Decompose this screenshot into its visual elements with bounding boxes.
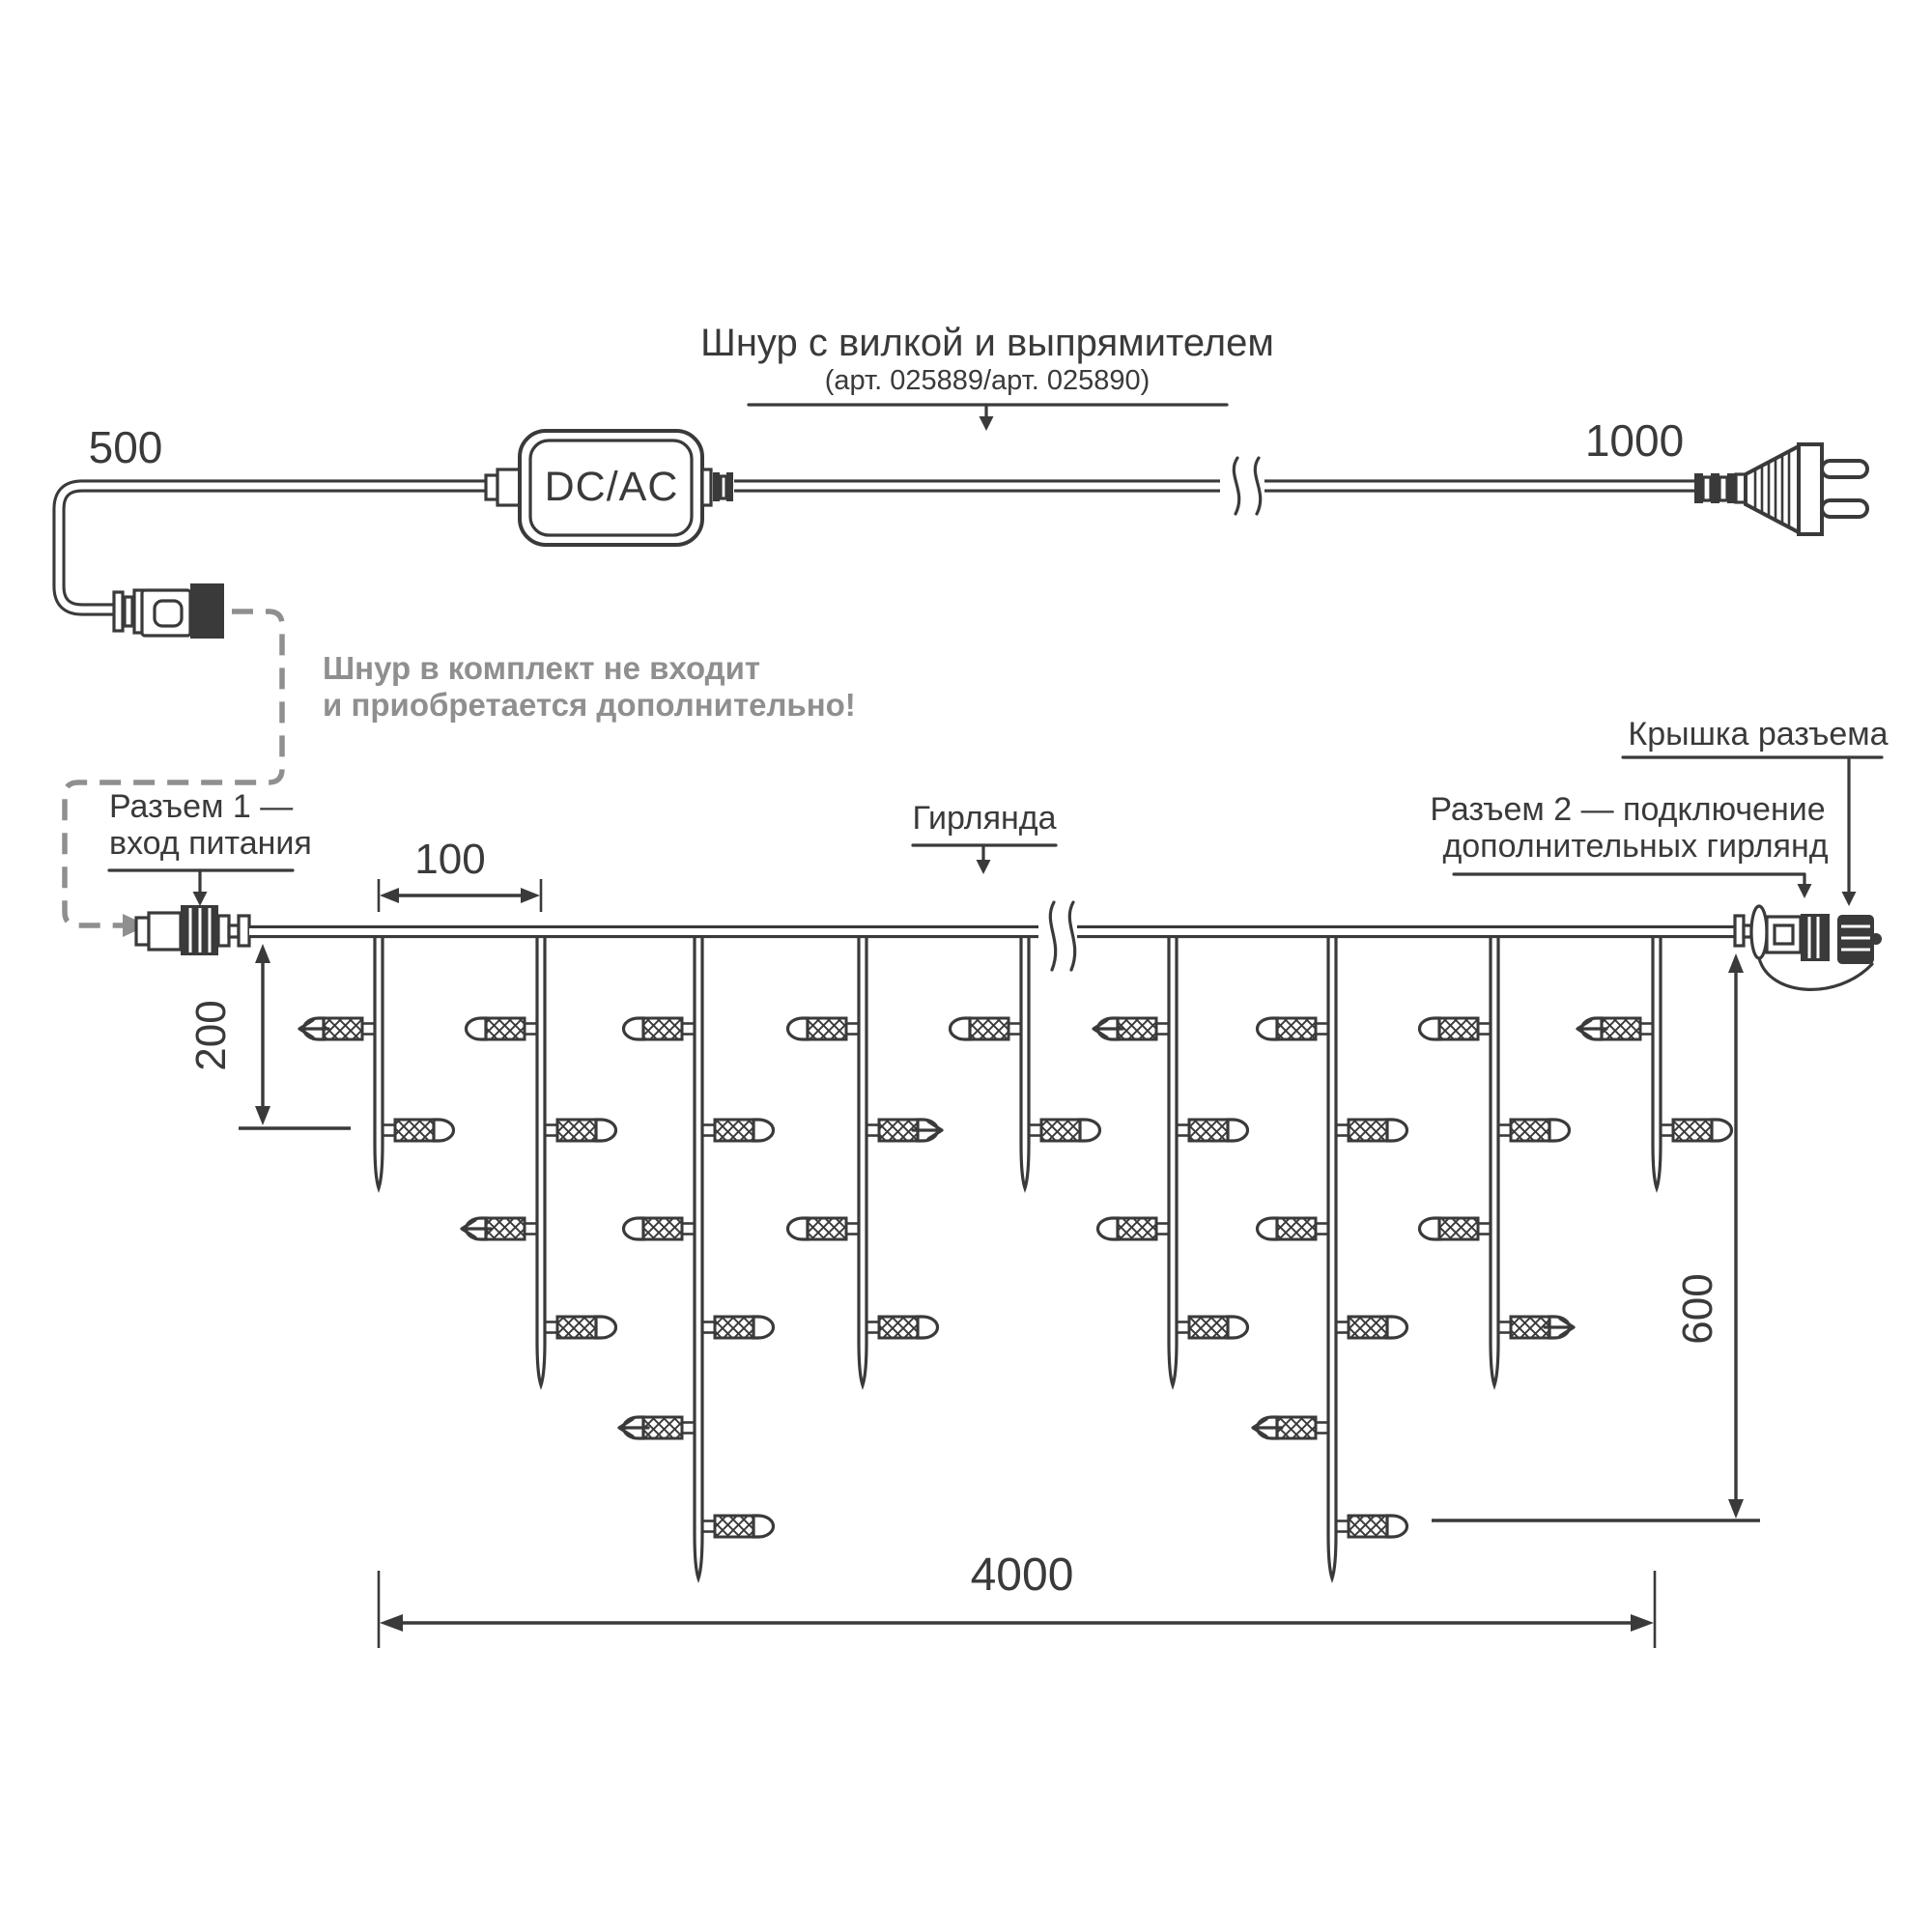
led-bulb — [1498, 1120, 1570, 1141]
converter-outlet-rib — [721, 476, 726, 498]
drop-wire — [1328, 937, 1336, 1578]
led-body — [1349, 1516, 1387, 1537]
led-body — [1673, 1120, 1712, 1141]
led-body — [808, 1218, 846, 1239]
led-bulb — [545, 1120, 616, 1141]
led-cap — [434, 1120, 453, 1141]
connector-cap-dark — [190, 583, 224, 639]
led-body — [1041, 1120, 1080, 1141]
led-bulb — [1420, 1218, 1492, 1239]
led-cap — [1420, 1018, 1440, 1039]
led-cap — [596, 1120, 616, 1141]
plug-strain-rib — [1719, 477, 1727, 500]
garland-drops — [299, 937, 1731, 1578]
led-bulb — [299, 1018, 375, 1039]
led-body — [643, 1218, 682, 1239]
connector2-socket — [1775, 925, 1793, 944]
leader-arrowhead — [193, 892, 208, 906]
led-cap — [787, 1218, 808, 1239]
led-body — [1349, 1120, 1387, 1141]
connector2-oring — [1751, 906, 1767, 958]
led-bulb — [1258, 1218, 1329, 1239]
icicle-drop-3 — [619, 937, 774, 1578]
dimension-4000-value: 4000 — [970, 1549, 1074, 1601]
converter-label: DC/AC — [544, 464, 679, 510]
led-body — [808, 1018, 846, 1039]
dimension-4000 — [379, 1549, 1655, 1648]
led-bulb — [787, 1018, 859, 1039]
mains-plug — [1694, 444, 1867, 534]
dc-ac-converter — [486, 431, 733, 545]
leader-arrowhead — [1798, 884, 1812, 898]
connector2-label-line2: дополнительных гирлянд — [1442, 828, 1829, 865]
led-bulb — [867, 1317, 937, 1338]
led-body — [879, 1317, 918, 1338]
led-bulb — [702, 1516, 774, 1537]
led-cap — [951, 1018, 971, 1039]
power-cord-assembly — [59, 322, 1867, 639]
led-bulb — [702, 1317, 774, 1338]
garland-assembly — [109, 716, 1889, 1648]
led-body — [715, 1317, 753, 1338]
led-body — [557, 1317, 596, 1338]
led-cap — [624, 1018, 644, 1039]
converter-inlet-flange — [497, 469, 520, 505]
cord-subtitle: (арт. 025889/арт. 025890) — [824, 365, 1151, 396]
converter-outlet-rib — [713, 472, 720, 501]
led-cap — [1549, 1120, 1570, 1141]
led-bulb — [1336, 1317, 1407, 1338]
led-bulb — [1177, 1120, 1248, 1141]
led-bulb — [1420, 1018, 1492, 1039]
icicle-drop-1 — [299, 937, 453, 1188]
led-cap — [1098, 1218, 1119, 1239]
leader-arrowhead — [980, 416, 994, 431]
cord-title: Шнур с вилкой и выпрямителем — [700, 322, 1274, 364]
converter-outlet-flange — [702, 469, 711, 505]
led-cap — [753, 1120, 774, 1141]
dimension-600-value: 600 — [1674, 1273, 1721, 1345]
connector-socket — [155, 601, 182, 626]
icicle-drop-8 — [1420, 937, 1575, 1385]
plug-face — [1799, 444, 1822, 534]
led-body — [1277, 1218, 1316, 1239]
led-body — [486, 1018, 525, 1039]
led-bulb — [462, 1218, 537, 1239]
led-cap — [624, 1218, 644, 1239]
connector1-callout — [109, 788, 312, 906]
icicle-drop-5 — [951, 937, 1100, 1188]
icicle-drop-7 — [1253, 937, 1407, 1578]
cap-label: Крышка разъема — [1628, 716, 1889, 753]
garland-callout — [912, 800, 1056, 874]
connector1-label-line1: Разъем 1 — — [109, 788, 294, 825]
cord-left-wire — [59, 486, 522, 610]
led-cap — [1387, 1317, 1407, 1338]
led-body — [1439, 1018, 1478, 1039]
connector2-ribbed-nut — [1801, 914, 1830, 961]
plug-pin — [1822, 500, 1867, 517]
led-bulb — [1336, 1120, 1407, 1141]
dimension-100-value: 100 — [414, 836, 486, 883]
drop-wire — [537, 937, 545, 1385]
drop-wire — [1021, 937, 1029, 1188]
connector-rib — [125, 597, 132, 626]
led-cap — [787, 1018, 808, 1039]
led-bulb — [1661, 1120, 1731, 1141]
led-bulb — [467, 1018, 538, 1039]
cord-note — [323, 650, 856, 723]
led-bulb — [867, 1120, 942, 1141]
cord-title-callout — [700, 322, 1274, 431]
led-bulb — [1258, 1018, 1329, 1039]
led-bulb — [1029, 1120, 1100, 1141]
connector1-coupler — [218, 916, 229, 946]
note-line2: и приобретается дополнительно! — [323, 687, 856, 723]
connector1-body — [149, 913, 181, 950]
led-cap — [1228, 1317, 1248, 1338]
converter-outlet-rib — [726, 472, 733, 501]
led-body — [715, 1120, 753, 1141]
leader-arrowhead — [977, 860, 991, 874]
led-body — [1189, 1317, 1228, 1338]
connector2-label-line1: Разъем 2 — подключение — [1430, 791, 1826, 828]
drop-wire — [1653, 937, 1661, 1188]
garland-output-connector — [1735, 906, 1882, 989]
led-body — [715, 1516, 753, 1537]
led-body — [970, 1018, 1009, 1039]
connector1-coupler — [239, 916, 249, 946]
led-cap — [753, 1516, 774, 1537]
leader-arrowhead — [1842, 892, 1857, 906]
led-cap — [467, 1018, 487, 1039]
led-cap — [1387, 1516, 1407, 1537]
led-bulb — [383, 1120, 453, 1141]
led-bulb — [1498, 1317, 1574, 1338]
led-bulb — [1177, 1317, 1248, 1338]
led-body — [643, 1018, 682, 1039]
led-cap — [1712, 1120, 1731, 1141]
led-bulb — [1098, 1218, 1170, 1239]
drop-wire — [1169, 937, 1177, 1385]
icicle-drop-4 — [787, 937, 942, 1385]
led-cap — [1228, 1120, 1248, 1141]
cord-length-500-label: 500 — [88, 422, 163, 472]
cord-length-1000-label: 1000 — [1584, 415, 1685, 466]
led-body — [1277, 1018, 1316, 1039]
garland-input-connector — [136, 905, 249, 955]
led-bulb — [1094, 1018, 1169, 1039]
cord-left-wire-core — [59, 486, 522, 610]
led-cap — [918, 1317, 937, 1338]
dimension-200-value: 200 — [187, 1000, 235, 1071]
icicle-drop-6 — [1094, 937, 1248, 1385]
converter-inlet — [486, 475, 497, 499]
led-body — [557, 1120, 596, 1141]
note-line1: Шнур в комплект не входит — [323, 650, 761, 686]
led-bulb — [1577, 1018, 1653, 1039]
cord-break-symbol — [1220, 458, 1264, 514]
garland-label: Гирлянда — [912, 800, 1057, 837]
dashed-connection-path — [65, 611, 282, 937]
led-cap — [596, 1317, 616, 1338]
connector-rib — [114, 592, 123, 631]
dimension-100 — [379, 836, 541, 912]
drop-wire — [859, 937, 867, 1385]
connector1-label-line2: вход питания — [109, 825, 312, 862]
plug-strain-rib — [1703, 477, 1711, 500]
garland-break-symbol — [1038, 902, 1077, 970]
led-body — [1189, 1120, 1228, 1141]
led-cap — [753, 1317, 774, 1338]
plug-body — [1746, 446, 1799, 532]
led-bulb — [624, 1018, 696, 1039]
led-body — [395, 1120, 434, 1141]
led-bulb — [1336, 1516, 1407, 1537]
cord-output-connector — [114, 583, 224, 639]
led-bulb — [1253, 1417, 1328, 1438]
drop-wire — [695, 937, 702, 1578]
connector1-tab — [136, 918, 149, 945]
led-cap — [1387, 1120, 1407, 1141]
icicle-drop-2 — [462, 937, 616, 1385]
led-body — [1511, 1120, 1549, 1141]
led-bulb — [787, 1218, 859, 1239]
cap-nub — [1870, 933, 1882, 945]
led-bulb — [951, 1018, 1022, 1039]
led-cap — [1420, 1218, 1440, 1239]
led-body — [1349, 1317, 1387, 1338]
led-bulb — [619, 1417, 695, 1438]
plug-pin — [1822, 461, 1867, 477]
drop-wire — [1491, 937, 1498, 1385]
led-bulb — [624, 1218, 696, 1239]
connector2-callout — [1430, 791, 1828, 898]
drop-wire — [375, 937, 383, 1188]
led-cap — [1080, 1120, 1100, 1141]
led-body — [1118, 1218, 1156, 1239]
led-cap — [1258, 1018, 1278, 1039]
led-body — [1439, 1218, 1478, 1239]
led-bulb — [702, 1120, 774, 1141]
led-cap — [1258, 1218, 1278, 1239]
led-bulb — [545, 1317, 616, 1338]
icicle-drop-9 — [1577, 937, 1731, 1188]
